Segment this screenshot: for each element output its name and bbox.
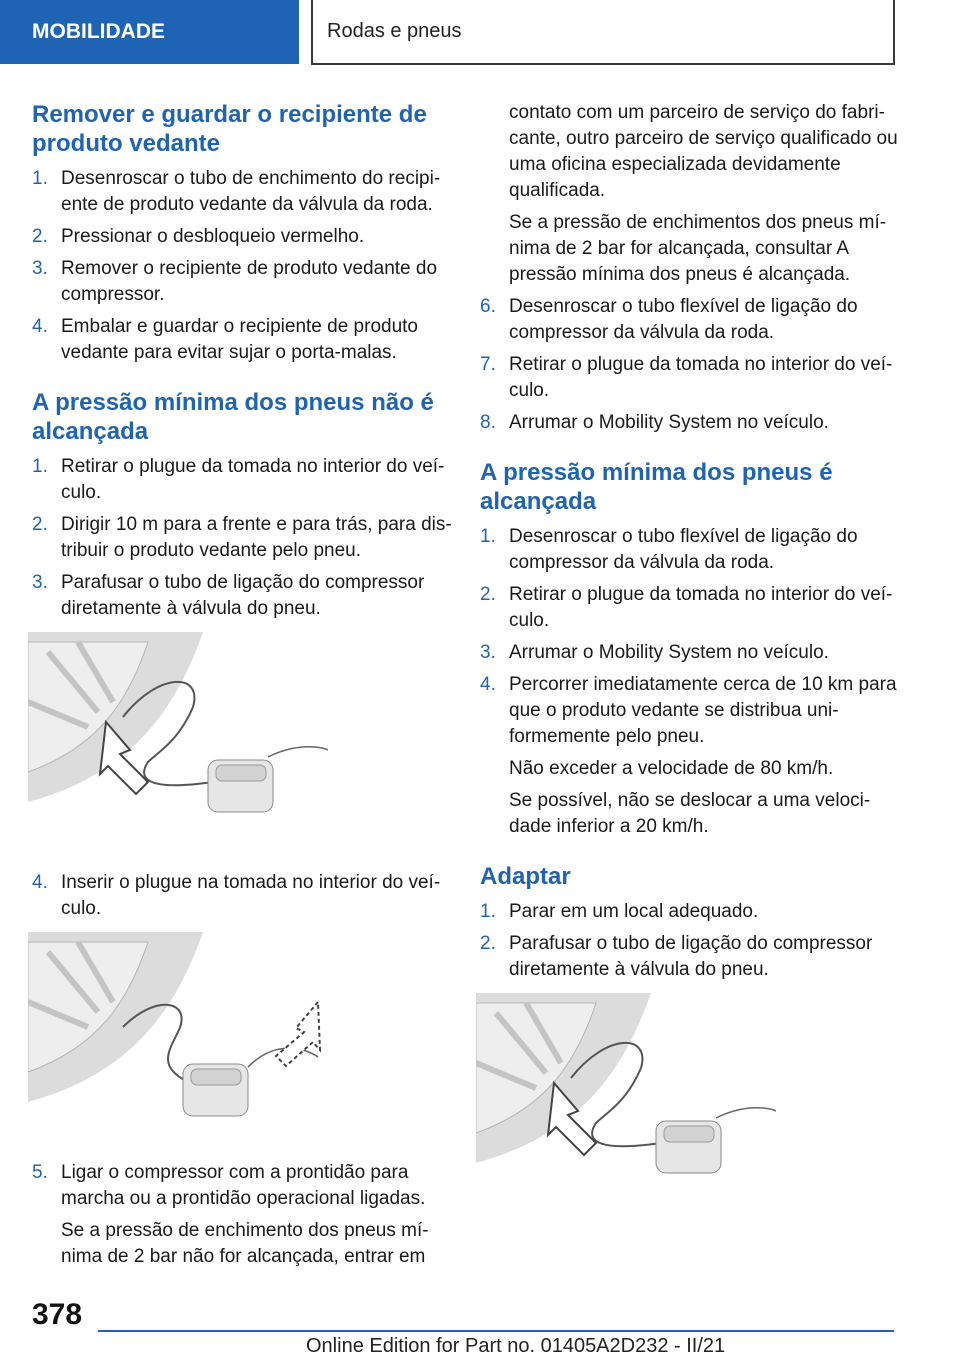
steps-min-pressure-not-reached [32, 454, 452, 622]
step-text: Arrumar o Mobility System no veículo. [509, 412, 829, 433]
list-item [480, 582, 900, 634]
step-text: Parar em um local adequado. [509, 901, 759, 922]
arrow-icon [276, 1002, 320, 1066]
chapter-header [311, 0, 895, 65]
steps-min-pressure-reached [480, 524, 900, 840]
list-item [32, 570, 452, 622]
step-text: Retirar o plugue da tomada no interior do veí‐culo. [509, 584, 893, 631]
step-number: 3. [32, 258, 48, 279]
continued-note: Se a pressão de enchimentos dos pneus mí‐nima de 2 bar for alcançada, consultar A pressão mínima dos pneus é alcançada. [509, 212, 887, 285]
step-text: Desenroscar o tubo de enchimento do recipi‐ente de produto vedante da válvula da roda. [61, 168, 441, 215]
step-text: Parafusar o tubo de ligação do compressor diretamente à válvula do pneu. [61, 572, 425, 619]
step-number: 1. [32, 456, 48, 477]
list-item [32, 224, 452, 250]
list-item [32, 256, 452, 308]
step-text: Inserir o plugue na tomada no interior do veí‐culo. [61, 872, 441, 919]
step-number: 2. [480, 584, 496, 605]
step-note: Não exceder a velocidade de 80 km/h. [509, 758, 834, 779]
list-item [480, 352, 900, 404]
illustration-plug-socket [28, 932, 328, 1142]
list-item [480, 294, 900, 346]
step-number: 4. [32, 872, 48, 893]
heading-adapt: Adaptar [480, 863, 571, 890]
illustration-compressor-valve [28, 632, 328, 852]
heading-min-pressure-reached: A pressão mínima dos pneus é alcançada [480, 459, 833, 515]
step-number: 2. [32, 514, 48, 535]
step-number: 1. [32, 168, 48, 189]
step-text: Retirar o plugue da tomada no interior do veí‐culo. [61, 456, 445, 503]
step-note: Se a pressão de enchimento dos pneus mí‐nima de 2 bar não for alcançada, entrar em [61, 1220, 429, 1267]
list-item [32, 166, 452, 218]
step-number: 4. [32, 316, 48, 337]
step-text: Percorrer imediatamente cerca de 10 km para que o produto vedante se distribua uni‐formemente pelo pneu. [509, 674, 897, 747]
compressor-top [664, 1126, 714, 1142]
step-number: 1. [480, 901, 496, 922]
list-item [480, 931, 900, 983]
step-text: Desenroscar o tubo flexível de ligação do compressor da válvula da roda. [509, 296, 858, 343]
footer-divider [98, 1330, 894, 1332]
step-text: Arrumar o Mobility System no veículo. [509, 642, 829, 663]
step-number: 3. [32, 572, 48, 593]
heading-min-pressure-not-reached: A pressão mínima dos pneus não é alcançada [32, 389, 434, 445]
step-text: Dirigir 10 m para a frente e para trás, para dis‐tribuir o produto vedante pelo pneu. [61, 514, 452, 561]
page-number: 378 [32, 1298, 83, 1331]
list-item [480, 672, 900, 840]
list-item [32, 512, 452, 564]
steps-adapt [480, 899, 900, 983]
continued-text: contato com um parceiro de serviço do fabri‐cante, outro parceiro de serviço qualificado ou uma oficina especializada devidamente qualificada. [509, 102, 898, 201]
compressor-top [191, 1069, 241, 1085]
step-number: 6. [480, 296, 496, 317]
step-number: 1. [480, 526, 496, 547]
step-text: Embalar e guardar o recipiente de produto vedante para evitar sujar o porta-malas. [61, 316, 419, 363]
step-text: Retirar o plugue da tomada no interior do veí‐culo. [509, 354, 893, 401]
step-number: 5. [32, 1162, 48, 1183]
step-number: 2. [480, 933, 496, 954]
list-item [32, 1160, 452, 1270]
power-cable [268, 747, 328, 757]
left-column [32, 100, 452, 1276]
list-item [32, 870, 452, 922]
power-cable [716, 1108, 776, 1118]
list-item [32, 314, 452, 366]
step-text: Ligar o compressor com a prontidão para marcha ou a prontidão operacional ligadas. [61, 1162, 426, 1209]
step-number: 3. [480, 642, 496, 663]
chapter-title: Rodas e pneus [327, 20, 462, 42]
section-title: MOBILIDADE [32, 20, 165, 43]
step-text: Remover o recipiente de produto vedante do compressor. [61, 258, 438, 305]
step-5-list [32, 1160, 452, 1270]
step-text: Desenroscar o tubo flexível de ligação do compressor da válvula da roda. [509, 526, 858, 573]
list-item [480, 410, 900, 436]
list-item [480, 524, 900, 576]
step-text: Parafusar o tubo de ligação do compressor diretamente à válvula do pneu. [509, 933, 873, 980]
step-number: 4. [480, 674, 496, 695]
right-column [480, 100, 900, 1211]
step-number: 8. [480, 412, 496, 433]
section-tab [0, 0, 299, 64]
illustration-adapt-valve [476, 993, 776, 1193]
step-note: Se possível, não se deslocar a uma veloci‐dade inferior a 20 km/h. [509, 790, 871, 837]
list-item [32, 454, 452, 506]
list-item [480, 899, 900, 925]
step-number: 7. [480, 354, 496, 375]
list-item [480, 640, 900, 666]
steps-continued [480, 294, 900, 436]
footer-edition: Online Edition for Part no. 01405A2D232 - II/21 [306, 1335, 726, 1357]
step-number: 2. [32, 226, 48, 247]
heading-remove-sealant: Remover e guardar o recipiente de produto vedante [32, 101, 427, 157]
step-text: Pressionar o desbloqueio vermelho. [61, 226, 365, 247]
compressor-top [216, 765, 266, 781]
step-4-list [32, 870, 452, 922]
steps-remove-sealant [32, 166, 452, 366]
